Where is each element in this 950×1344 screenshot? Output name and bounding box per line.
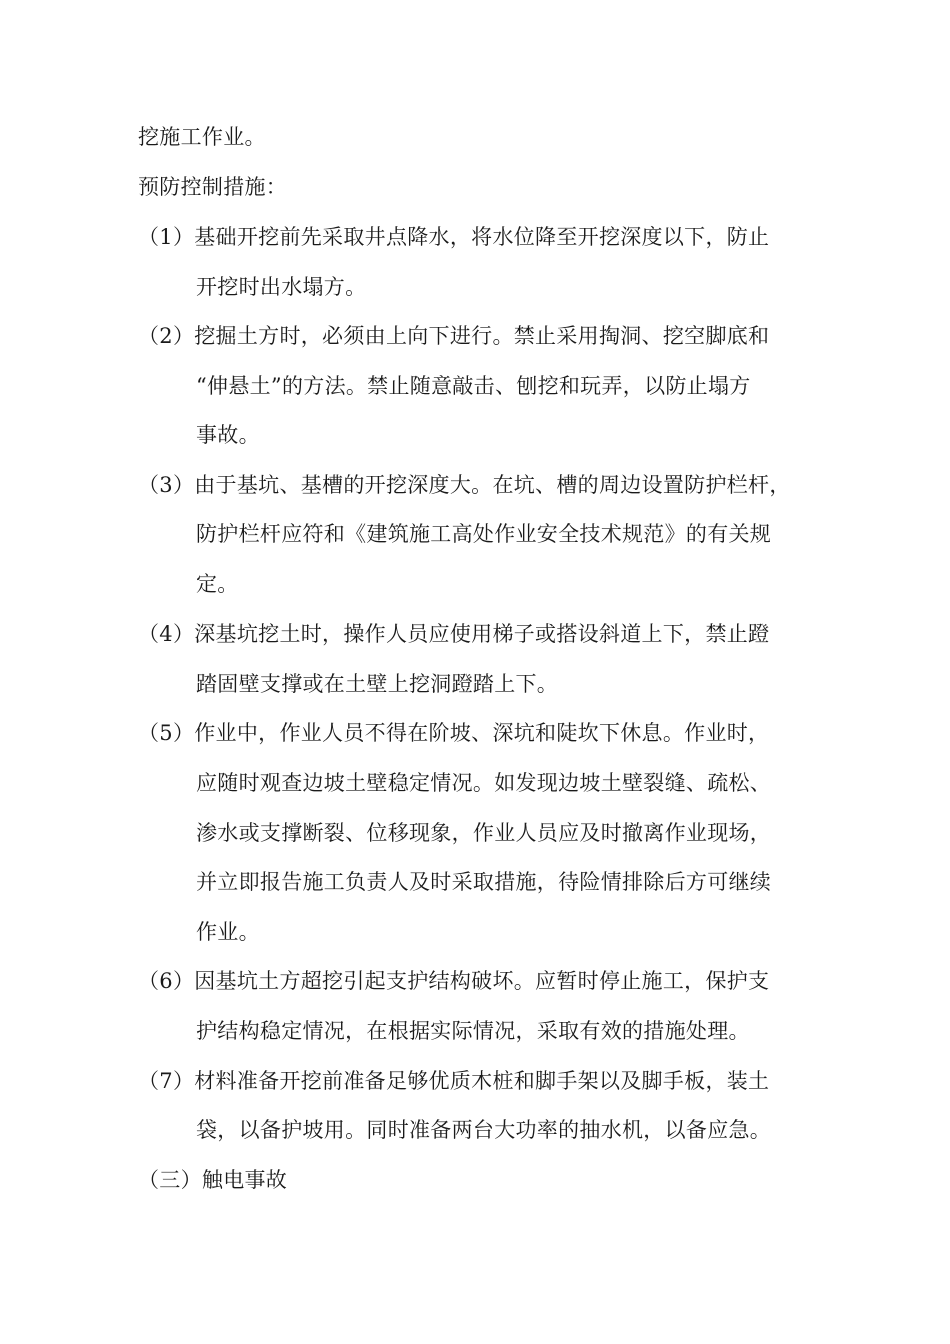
list-item-6-line-2: 护结构稳定情况，在根据实际情况，采取有效的措施处理。	[196, 1019, 750, 1043]
list-item-5-line-3: 渗水或支撑断裂、位移现象，作业人员应及时撤离作业现场，	[196, 821, 772, 845]
list-item-2-line-1: （2）挖掘土方时，必须由上向下进行。禁止采用掏洞、挖空脚底和	[138, 324, 770, 348]
list-item-3-line-3: 定。	[196, 572, 239, 596]
list-item-4-line-1: （4）深基坑挖土时，操作人员应使用梯子或搭设斜道上下，禁止蹬	[138, 622, 770, 646]
list-item-5-line-2: 应随时观查边坡土壁稳定情况。如发现边坡土壁裂缝、疏松、	[196, 771, 772, 795]
list-item-5-line-5: 作业。	[196, 920, 260, 944]
list-item-5-line-1: （5）作业中，作业人员不得在阶坡、深坑和陡坎下休息。作业时，	[138, 721, 770, 745]
section-label: 预防控制措施：	[138, 175, 288, 199]
list-item-3-line-2: 防护栏杆应符和《建筑施工高处作业安全技术规范》的有关规	[196, 522, 772, 546]
list-item-6-line-1: （6）因基坑土方超挖引起支护结构破坏。应暂时停止施工，保护支	[138, 969, 770, 993]
list-item-7-line-1: （7）材料准备开挖前准备足够优质木桩和脚手架以及脚手板，装土	[138, 1069, 770, 1093]
list-item-1-line-2: 开挖时出水塌方。	[196, 275, 367, 299]
list-item-2-line-3: 事故。	[196, 423, 260, 447]
list-item-7-line-2: 袋，以备护坡用。同时准备两台大功率的抽水机，以备应急。	[196, 1118, 772, 1142]
list-item-1-line-1: （1）基础开挖前先采取井点降水，将水位降至开挖深度以下，防止	[138, 225, 770, 249]
list-item-5-line-4: 并立即报告施工负责人及时采取措施，待险情排除后方可继续	[196, 870, 772, 894]
list-item-4-line-2: 踏固壁支撑或在土壁上挖洞蹬踏上下。	[196, 672, 559, 696]
section-heading: （三）触电事故	[138, 1168, 288, 1192]
list-item-2-line-2: “伸悬土”的方法。禁止随意敲击、刨挖和玩弄，以防止塌方	[196, 374, 751, 398]
intro-line: 挖施工作业。	[138, 125, 266, 149]
list-item-3-line-1: （3）由于基坑、基槽的开挖深度大。在坑、槽的周边设置防护栏杆，	[138, 473, 791, 497]
